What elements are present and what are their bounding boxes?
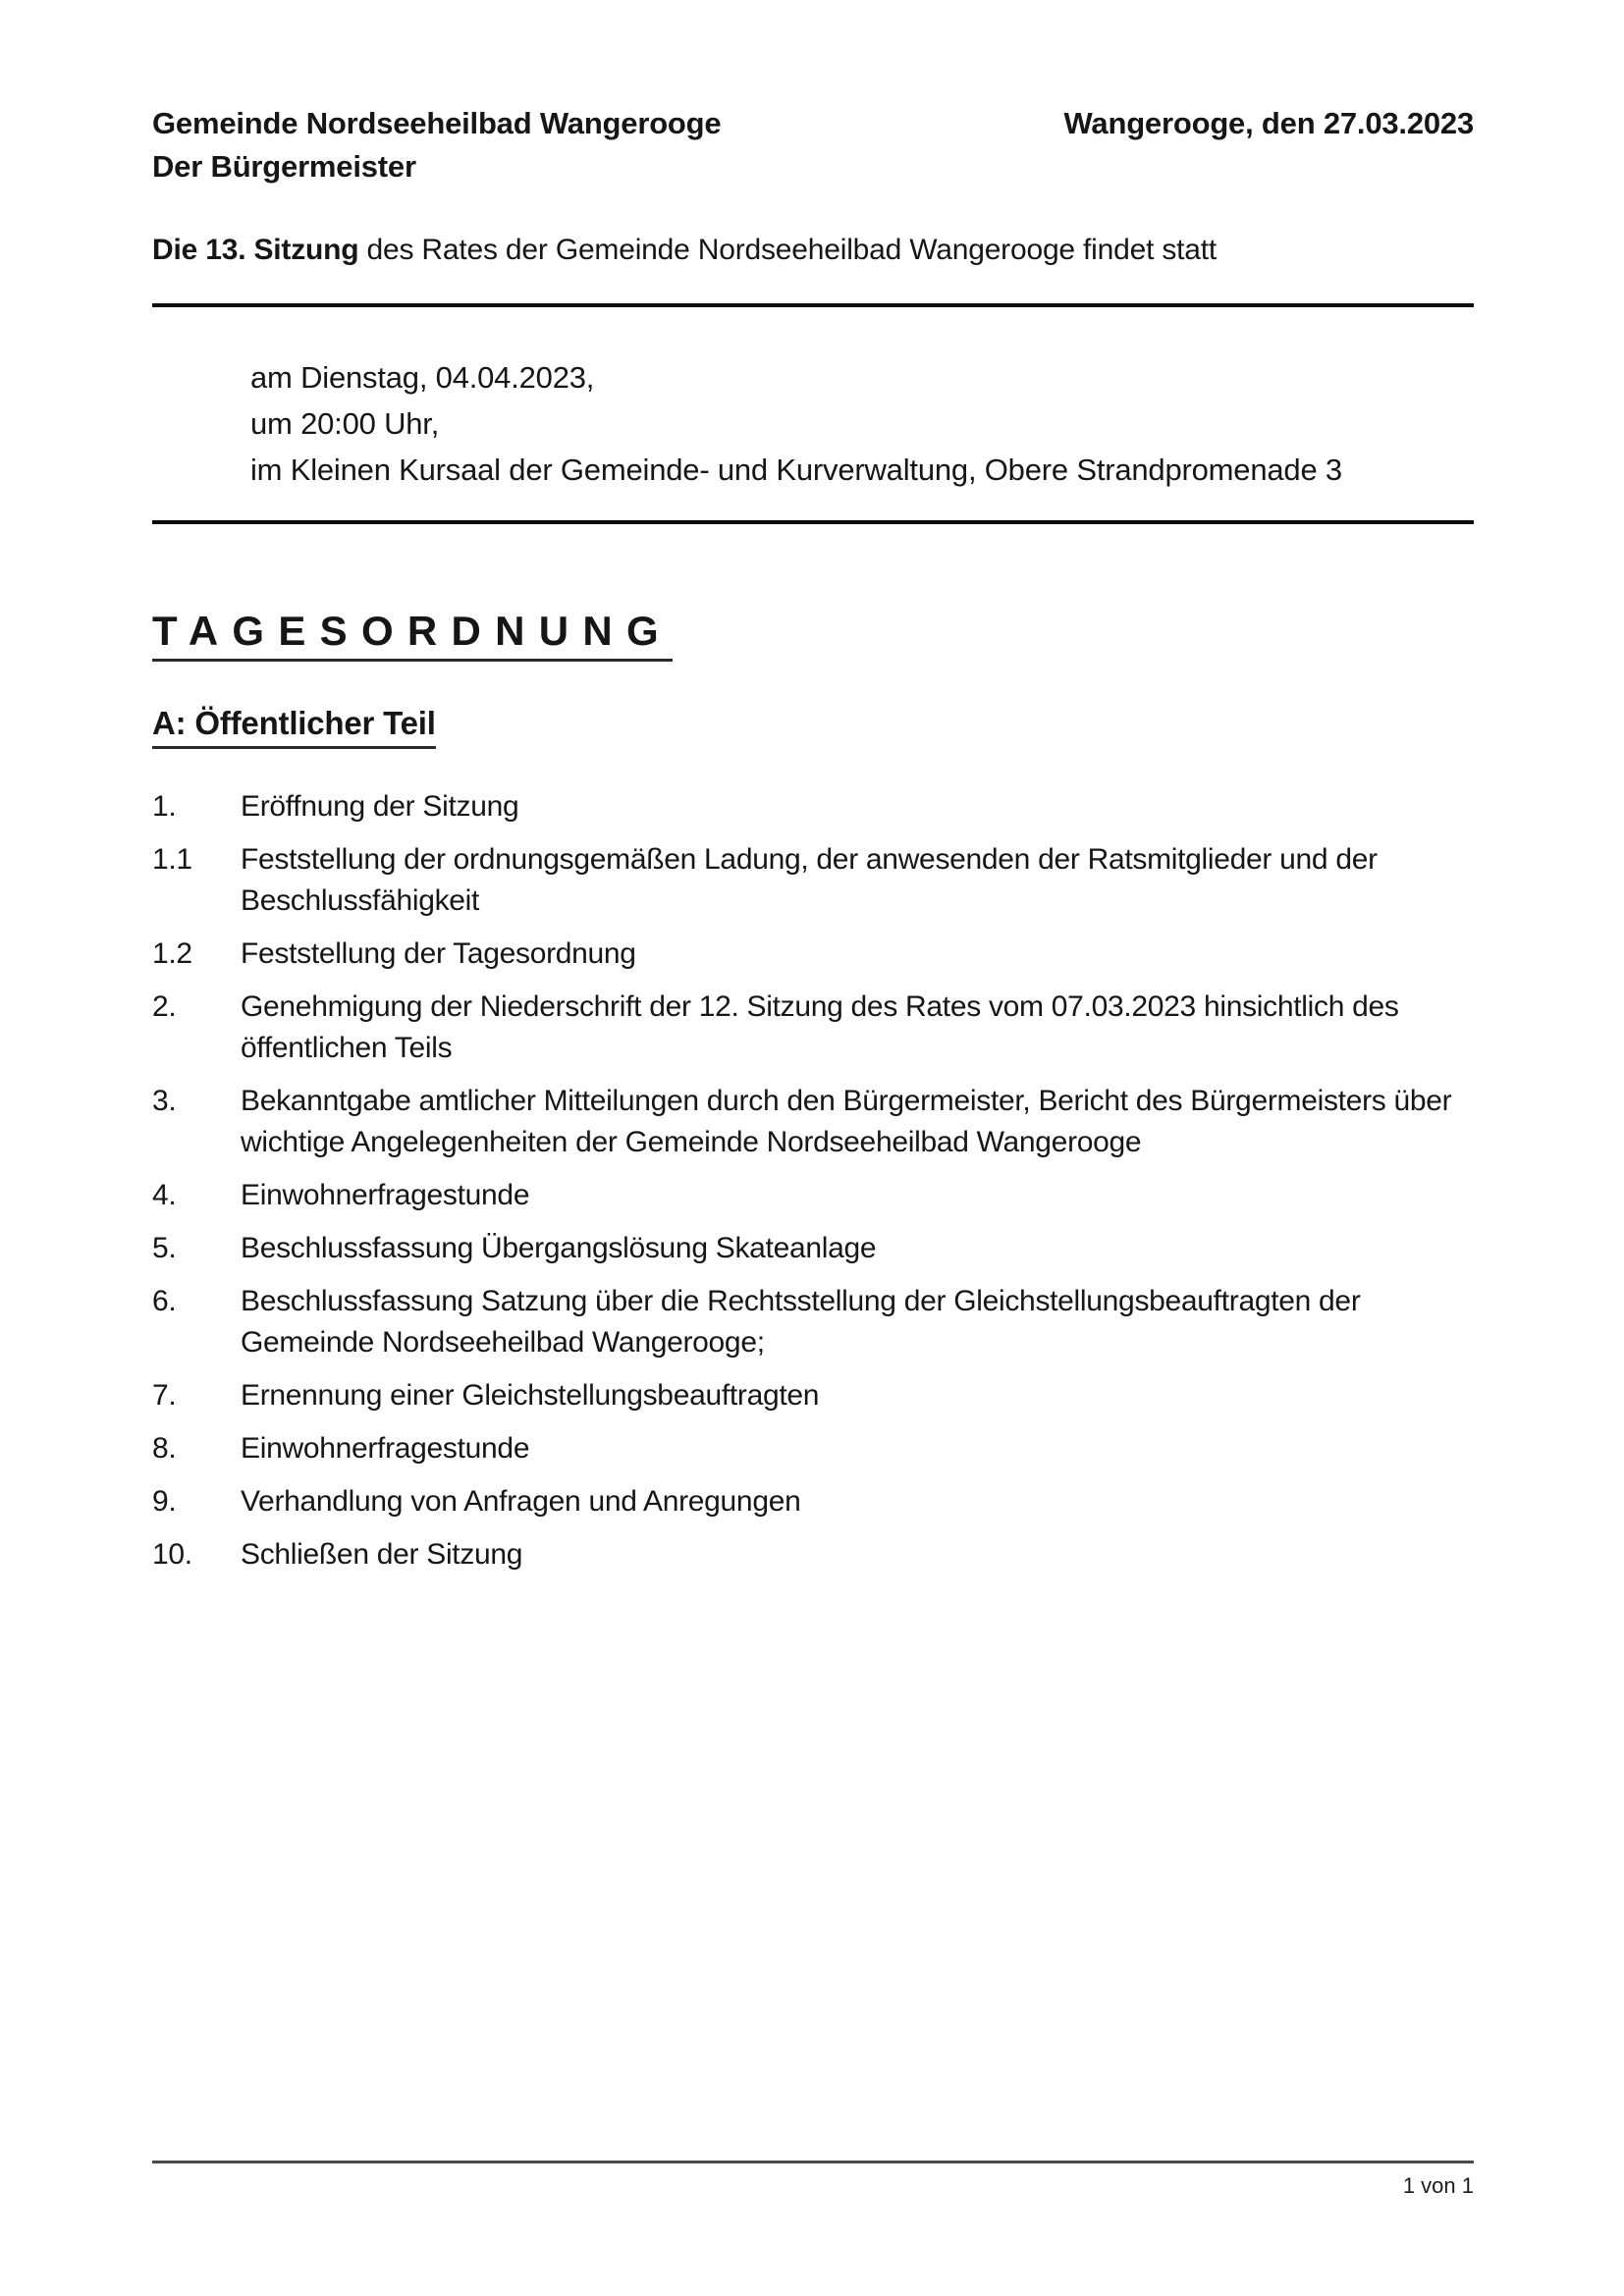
intro-rest: des Rates der Gemeinde Nordseeheilbad Wangerooge findet statt xyxy=(358,234,1218,266)
agenda-item-text: Feststellung der Tagesordnung xyxy=(241,937,636,971)
sender-role: Der Bürgermeister xyxy=(152,149,416,184)
agenda-item xyxy=(152,839,1474,922)
agenda-item-text: Einwohnerfragestunde xyxy=(241,1432,530,1466)
agenda-item xyxy=(152,1175,1474,1216)
agenda-item-text: Bekanntgabe amtlicher Mitteilungen durch den Bürgermeister, Bericht des Bürgermeisters über wichtige Angelegenheiten der Gemeinde Nordseeheilbad Wangerooge xyxy=(241,1085,1452,1159)
agenda-item-number: 1.2 xyxy=(152,937,192,971)
agenda-title: TAGESORDNUNG xyxy=(152,609,673,662)
agenda-item xyxy=(152,1081,1474,1163)
agenda-item-number: 9. xyxy=(152,1485,177,1519)
agenda-item xyxy=(152,1428,1474,1469)
agenda-item xyxy=(152,1534,1474,1575)
agenda-item-number: 10. xyxy=(152,1538,192,1572)
agenda-item-text: Beschlussfassung Satzung über die Rechtsstellung der Gleichstellungsbeauftragten der Gemeinde Nordseeheilbad Wangerooge; xyxy=(241,1285,1361,1360)
agenda-item-number: 3. xyxy=(152,1085,177,1118)
agenda-item xyxy=(152,1375,1474,1416)
agenda-item xyxy=(152,1481,1474,1522)
agenda-item xyxy=(152,786,1474,828)
agenda-item-text: Einwohnerfragestunde xyxy=(241,1179,530,1212)
page-number-indicator: 1 von 1 xyxy=(1402,2173,1474,2198)
agenda-item-number: 4. xyxy=(152,1179,177,1212)
intro-session-number: Die 13. Sitzung xyxy=(152,234,359,266)
agenda-item-text: Feststellung der ordnungsgemäßen Ladung, der anwesenden der Ratsmitglieder und der Beschlussfähigkeit xyxy=(241,843,1378,918)
agenda-item xyxy=(152,1281,1474,1363)
place-and-date: Wangerooge, den 27.03.2023 xyxy=(1063,106,1474,140)
agenda-item xyxy=(152,1228,1474,1269)
agenda-item-text: Beschlussfassung Übergangslösung Skateanlage xyxy=(241,1232,877,1265)
agenda-item-text: Schließen der Sitzung xyxy=(241,1538,523,1572)
agenda-item-text: Ernennung einer Gleichstellungsbeauftragten xyxy=(241,1379,820,1413)
agenda-item-text: Verhandlung von Anfragen und Anregungen xyxy=(241,1485,801,1519)
agenda-item-number: 1.1 xyxy=(152,843,192,877)
agenda-item-number: 5. xyxy=(152,1232,177,1265)
meeting-details xyxy=(152,354,1474,493)
agenda-item-number: 1. xyxy=(152,790,177,824)
section-a-heading: A: Öffentlicher Teil xyxy=(152,705,436,749)
meeting-location-line: im Kleinen Kursaal der Gemeinde- und Kurverwaltung, Obere Strandpromenade 3 xyxy=(250,453,1342,487)
agenda-item-text: Eröffnung der Sitzung xyxy=(241,790,519,824)
organization-name: Gemeinde Nordseeheilbad Wangerooge xyxy=(152,106,722,140)
agenda-item xyxy=(152,934,1474,975)
agenda-item-number: 2. xyxy=(152,990,177,1024)
agenda-item-number: 6. xyxy=(152,1285,177,1318)
agenda-item-text: Genehmigung der Niederschrift der 12. Sitzung des Rates vom 07.03.2023 hinsichtlich des öffentlichen Teils xyxy=(241,990,1399,1065)
meeting-time-line: um 20:00 Uhr, xyxy=(250,406,440,441)
agenda-list xyxy=(152,786,1474,1575)
agenda-item-number: 7. xyxy=(152,1379,177,1413)
horizontal-rule-top xyxy=(152,303,1474,307)
letterhead xyxy=(152,102,1474,145)
agenda-item-number: 8. xyxy=(152,1432,177,1466)
footer-rule xyxy=(152,2161,1474,2163)
agenda-item xyxy=(152,987,1474,1069)
intro-sentence xyxy=(152,231,1474,270)
meeting-date-line: am Dienstag, 04.04.2023, xyxy=(250,360,595,395)
